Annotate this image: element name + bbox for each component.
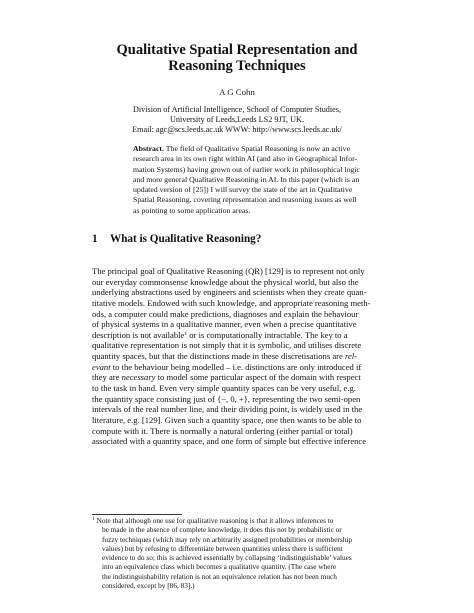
footnote-reference[interactable]: 1 — [184, 330, 188, 337]
affiliation-contact-line: Email: agc@scs.leeds.ac.uk WWW: http://www.scs.leeds.ac.uk/ — [132, 125, 342, 134]
body-line: intervals of the real number line, and their dividing point, is widely used in the — [92, 404, 363, 415]
body-line: ods, a computer could make predictions, diagnoses and explain the behaviour — [92, 308, 359, 319]
paper-title-line-1: Qualitative Spatial Representation and — [116, 42, 358, 58]
footnote-line: fuzzy techniques (which may rely on arbitrarily assigned probabilities or membership — [102, 534, 353, 544]
abstract-line — [133, 144, 349, 154]
emphasis-text: rel- — [344, 351, 358, 362]
body-line: our everyday commonsense knowledge about the physical world, but also the — [92, 276, 359, 287]
section-title: What is Qualitative Reasoning? — [110, 233, 262, 245]
body-line — [92, 372, 396, 383]
body-line: underlying abstractions used by engineers and scientists when they create quan- — [92, 287, 367, 298]
abstract-line: updated version of [25]) I will survey the state of the art in Qualitative — [133, 185, 353, 194]
body-text: or is computationally intractable. The key to a — [187, 329, 348, 340]
affiliation-line: Division of Artificial Intelligence, School of Computer Studies, — [132, 105, 342, 114]
section-heading — [92, 233, 392, 245]
body-text: to model some particular aspect of the domain with respect — [155, 372, 361, 383]
abstract-line: mation Systems) having grown out of earlier work in philosophical logic — [133, 164, 360, 174]
author-name: A G Cohn — [219, 87, 255, 97]
body-line: to the task in hand. Even very simple quantity spaces can be very useful, e.g. — [92, 383, 356, 394]
body-text: quantity spaces, but that the distinctions made in these discretisations are — [92, 351, 345, 362]
body-line — [92, 351, 396, 362]
footnote-text: Note that although one use for qualitative reasoning is that it allows inferences to — [94, 516, 334, 525]
body-line: The principal goal of Qualitative Reasoning (QR) [129] is to represent not only — [92, 266, 365, 276]
body-text: they are — [92, 372, 122, 383]
body-text: to the behaviour being modelled – i.e. distinctions are only introduced if — [110, 361, 362, 372]
body-line: titative models. Endowed with such knowledge, and appropriate reasoning meth- — [92, 297, 371, 308]
body-line: of physical systems in a qualitative manner, even when a precise quantitative — [92, 319, 357, 330]
footnote-mark: 1 — [92, 516, 95, 522]
body-line: the quantity space consisting just of {−, 0, +}, representing the two semi-open — [92, 393, 361, 404]
footnote-line: values) but by refusing to differentiate between quantities unless there is sufficient — [102, 543, 343, 553]
abstract-line: research area in its own right within AI (and also in Geographical Infor- — [133, 154, 358, 164]
abstract-line: as pointing to some application areas. — [133, 205, 251, 215]
abstract-line: Spatial Reasoning, covering representation and reasoning issues as well — [133, 195, 357, 205]
body-line: literature, e.g. [129]. Given such a quantity space, one then wants to be able to — [92, 414, 362, 425]
footnote-line: be made in the absence of complete knowledge, it does this not by probabilistic or — [102, 525, 342, 535]
abstract-label: Abstract. — [133, 144, 164, 153]
emphasis-text: evant — [92, 361, 111, 372]
emphasis-text: necessary — [121, 372, 156, 383]
footnote-line: into an equivalence class which becomes a qualitative quantity. (The case where — [102, 562, 337, 572]
body-text: description is not available — [92, 329, 185, 340]
footnote-line: evidence to do so; this is achieved essentially by collapsing ‘indistinguishable’ values — [102, 553, 352, 563]
abstract-line: and more general Qualitative Reasoning in AI. In this paper (which is an — [133, 174, 360, 184]
abstract-text: The field of Qualitative Spatial Reasoning is now an active — [163, 144, 351, 153]
footnote — [92, 516, 402, 590]
body-line — [92, 362, 396, 373]
body-line — [92, 330, 396, 341]
body-line: associated with a quantity space, and one form of simple but effective inference — [92, 436, 367, 447]
footnote-line: considered, except by [86, 83].) — [102, 581, 195, 591]
footnote-line: the indistinguishability relation is not an equivalence relation has not been much — [102, 571, 337, 581]
body-paragraph — [92, 266, 396, 447]
affiliation-line: University of Leeds,Leeds LS2 9JT, UK. — [169, 115, 304, 124]
footnote-rule — [92, 514, 182, 515]
abstract — [133, 144, 360, 216]
body-line: qualitative representation is not simply that it is symbolic, and utilises discrete — [92, 340, 362, 351]
body-line: compute with it. There is normally a natural ordering (either partial or total) — [92, 425, 353, 436]
paper-title-line-2: Reasoning Techniques — [168, 58, 306, 74]
footnote-line — [92, 516, 402, 525]
section-number: 1 — [92, 233, 98, 245]
